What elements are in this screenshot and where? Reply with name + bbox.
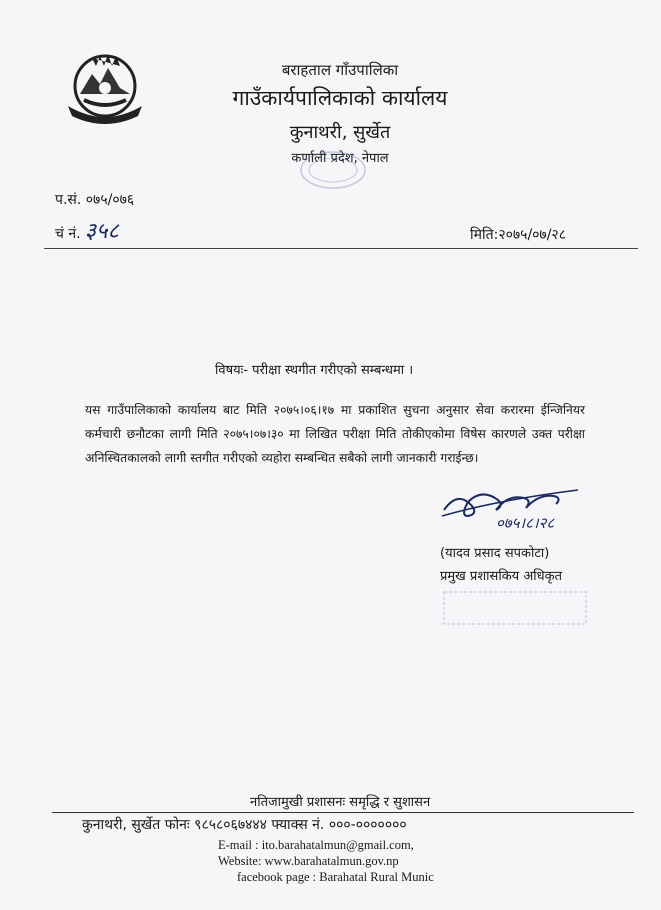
office-title: गाउँकार्यपालिकाको कार्यालय <box>232 86 448 110</box>
letter-date: मिति:२०७५/०७/२८ <box>470 227 566 243</box>
blue-seal-stamp-icon <box>440 588 590 628</box>
footer-contact: कुनाथरी, सुर्खेत फोनः ९८५८०६७४४४ फ्याक्स नं. ०००-००००००० <box>82 817 407 833</box>
footer-divider <box>52 812 634 813</box>
signer-title: प्रमुख प्रशासकिय अधिकृत <box>440 569 563 584</box>
header-divider <box>44 248 638 249</box>
faint-stamp-icon <box>298 150 368 190</box>
signature-date: ०७५।८।२८ <box>496 514 555 532</box>
signer-name: (यादव प्रसाद सपकोटा) <box>440 546 550 561</box>
letter-body: यस गाउँपालिकाको कार्यालय बाट मिति २०७५।०६।१७ मा प्रकाशित सुचना अनुसार सेवा करारमा ईन्जिनियर कर्मचारी छनौटका लागी मिति २०७५।०७।३० मा लिखित परीक्षा मिति तोकीएकोमा विषेस कारणले उक्त परीक्षा अनिस्चितकालको लागी स्तगीत गरीएको व्यहोरा सम्बन्धित सबैको लागी जानकारी गराईन्छ। <box>85 403 585 465</box>
footer-website: Website: www.barahatalmun.gov.np <box>218 854 399 868</box>
office-location: कुनाथरी, सुर्खेत <box>289 122 391 143</box>
reference-number: प.सं. ०७५/०७६ <box>55 192 135 208</box>
signature-icon <box>438 480 598 535</box>
letter-subject: विषयः- परीक्षा स्थगीत गरीएको सम्बन्धमा । <box>215 363 414 378</box>
nepal-emblem-icon <box>62 44 148 124</box>
dispatch-number <box>55 215 119 245</box>
footer-facebook: facebook page : Barahatal Rural Munic <box>237 870 434 884</box>
footer-email: E-mail : ito.barahatalmun@gmail.com, <box>218 838 414 852</box>
dispatch-value: ३५८ <box>84 219 119 244</box>
office-name: बराहताल गाँउपालिका <box>281 61 399 79</box>
footer-motto: नतिजामुखी प्रशासनः समृद्धि र सुशासन <box>250 795 431 810</box>
office-province: कर्णाली प्रदेश, नेपाल <box>291 151 389 166</box>
dispatch-label: चं नं. <box>55 226 81 242</box>
